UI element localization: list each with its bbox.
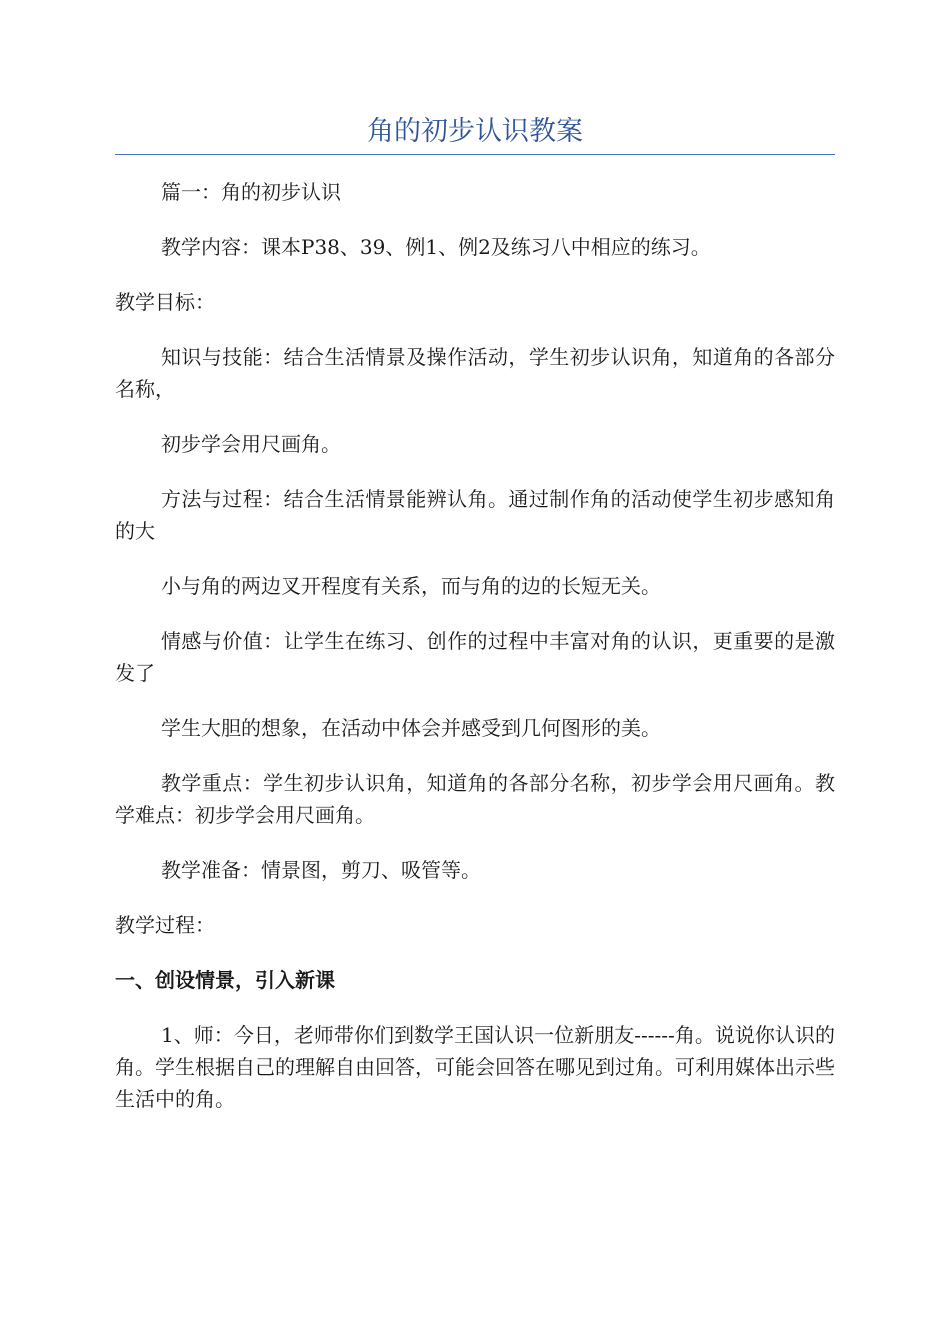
paragraph-method-process: 方法与过程：结合生活情景能辨认角。通过制作角的活动使学生初步感知角的大 [115,487,835,543]
section-heading-intro: 一、创设情景，引入新课 [115,968,335,992]
document-body [115,176,835,1115]
document-title: 角的初步认识教案 [367,116,583,147]
paragraph-preparation: 教学准备：情景图，剪刀、吸管等。 [161,858,481,882]
paragraph-key-difficult-points: 教学重点：学生初步认识角，知道角的各部分名称，初步学会用尺画角。教学难点：初步学会用尺画角。 [115,771,835,827]
paragraph-teaching-content: 教学内容：课本P38、39、例1、例2及练习八中相应的练习。 [161,235,711,259]
paragraph-draw-angle: 初步学会用尺画角。 [161,432,341,456]
paragraph-teacher-intro: 1、师：今日，老师带你们到数学王国认识一位新朋友------角。说说你认识的角。学生根据自己的理解自由回答，可能会回答在哪见到过角。可利用媒体出示些生活中的角。 [115,1023,835,1111]
paragraph-knowledge-skills: 知识与技能：结合生活情景及操作活动，学生初步认识角，知道角的各部分名称， [115,345,835,401]
paragraph-process-label: 教学过程： [115,913,215,937]
paragraph-imagination: 学生大胆的想象，在活动中体会并感受到几何图形的美。 [161,716,661,740]
title-underline [115,154,835,155]
paragraph-emotion-values: 情感与价值：让学生在练习、创作的过程中丰富对角的认识，更重要的是激发了 [115,629,835,685]
paragraph-angle-size: 小与角的两边叉开程度有关系，而与角的边的长短无关。 [161,574,661,598]
paragraph-section-heading: 篇一：角的初步认识 [161,180,341,204]
paragraph-teaching-goals-label: 教学目标： [115,290,215,314]
